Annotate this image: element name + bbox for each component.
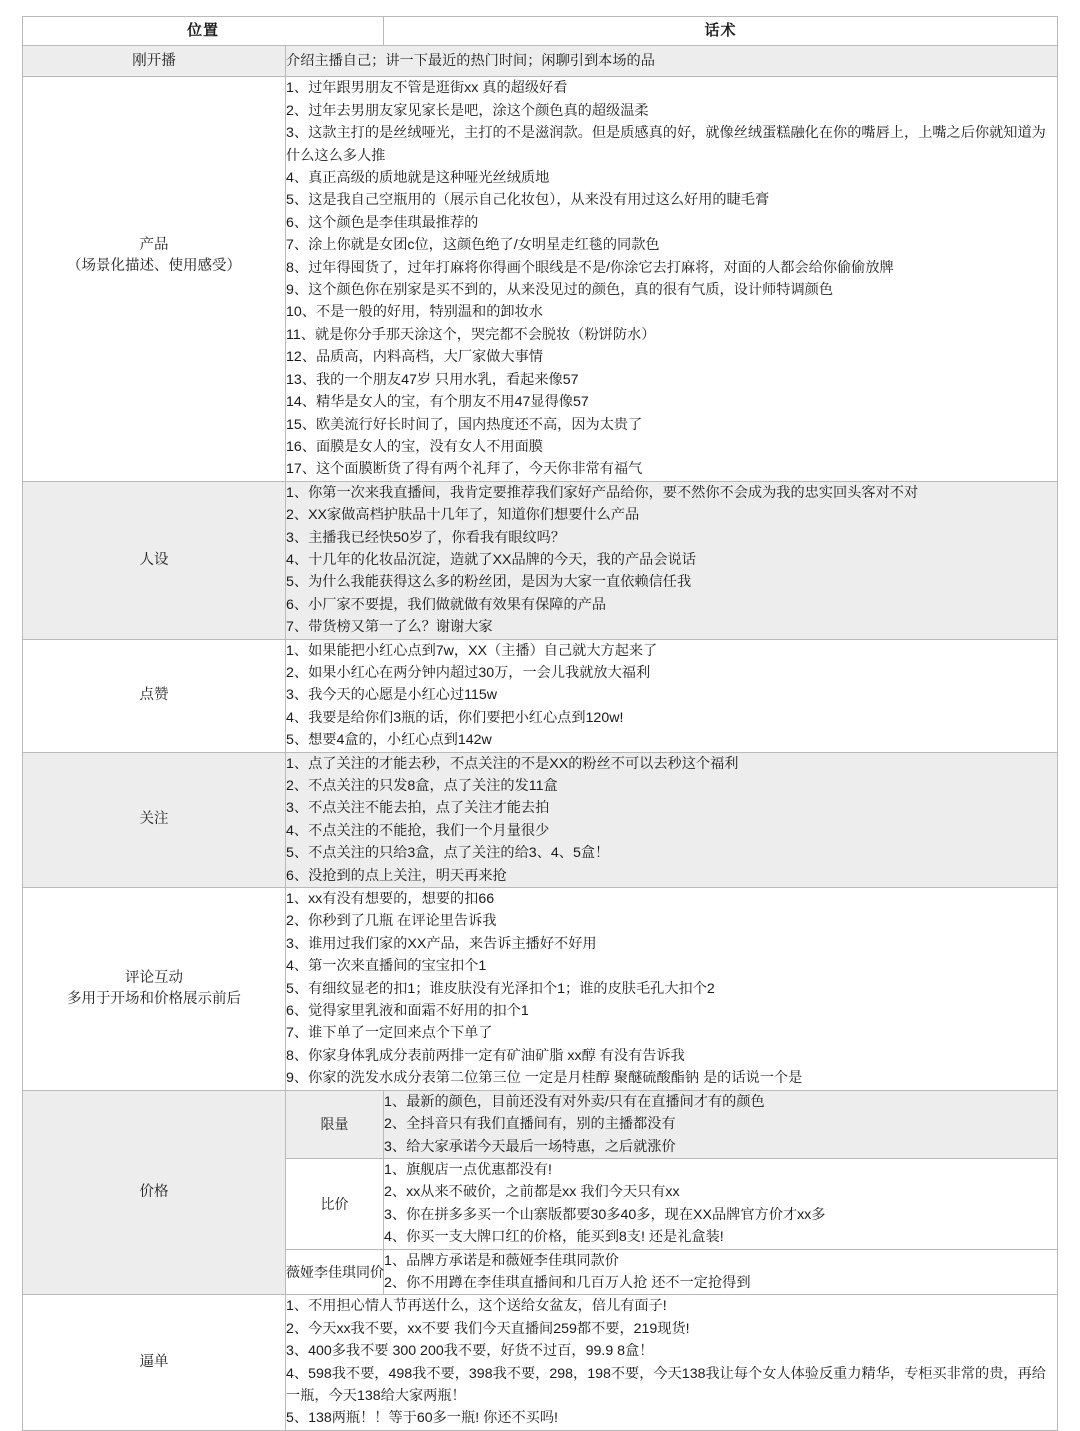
script-line: 3、我今天的心愿是小红心过115w (286, 687, 498, 704)
script-line: 10、不是一般的好用，特别温和的卸妆水 (286, 304, 543, 321)
script-line: 1、xx有没有想要的，想要的扣66 (286, 891, 495, 908)
script-cell (286, 1295, 1058, 1430)
script-line: 4、真正高级的质地就是这种哑光丝绒质地 (286, 170, 550, 187)
script-cell (384, 1090, 1058, 1158)
script-line: 6、没抢到的点上关注，明天再来抢 (286, 867, 507, 884)
script-line: 17、这个面膜断货了得有两个礼拜了，今天你非常有福气 (286, 461, 643, 478)
script-line: 3、谁用过我们家的XX产品，来告诉主播好不好用 (286, 935, 597, 952)
script-cell (286, 77, 1058, 481)
position-label: 价格 (139, 1184, 169, 1201)
script-line: 1、你第一次来我直播间，我肯定要推荐我们家好产品给你，要不然你不会成为我的忠实回头客对不对 (286, 484, 919, 501)
script-line: 2、你不用蹲在李佳琪直播间和几百万人抢 还不一定抢得到 (384, 1274, 751, 1291)
position-cell (23, 481, 286, 639)
position-label: 关注 (139, 811, 169, 828)
table-row (23, 752, 1058, 887)
script-line: 7、涂上你就是女团c位，这颜色绝了/女明星走红毯的同款色 (286, 237, 660, 254)
script-line: 2、不点关注的只发8盒，点了关注的发11盒 (286, 778, 558, 794)
position-cell (23, 888, 286, 1091)
script-line: 1、不用担心情人节再送什么，这个送给女盆友，倍儿有面子! (286, 1298, 667, 1315)
script-line: 7、谁下单了一定回来点个下单了 (286, 1025, 493, 1042)
script-cell (384, 1158, 1058, 1249)
script-line: 3、主播我已经快50岁了，你看我有眼纹吗？ (286, 529, 566, 546)
script-line: 3、不点关注不能去拍，点了关注才能去拍 (286, 800, 550, 817)
script-line: 9、这个颜色你在别家是买不到的，从来没见过的颜色，真的很有气质，设计师特调颜色 (286, 282, 834, 299)
script-cell (286, 481, 1058, 639)
script-line: 介绍主播自己；讲一下最近的热门时间；闲聊引到本场的品 (286, 53, 655, 69)
table-body (23, 46, 1058, 1431)
script-line: 1、最新的颜色，目前还没有对外卖/只有在直播间才有的颜色 (384, 1093, 765, 1110)
script-line: 11、就是你分手那天涂这个，哭完都不会脱妆（粉饼防水） (286, 326, 656, 343)
table-row (23, 888, 1058, 1091)
position-label: 刚开播 (132, 52, 176, 69)
script-line: 4、十几年的化妆品沉淀，造就了XX品牌的今天，我的产品会说话 (286, 551, 696, 568)
script-line: 12、品质高，内料高档，大厂家做大事情 (286, 349, 543, 366)
script-line: 4、不点关注的不能抢，我们一个月量很少 (286, 822, 550, 839)
position-label: 评论互动 (125, 969, 183, 986)
script-line: 14、精华是女人的宝，有个朋友不用47显得像57 (286, 394, 589, 411)
script-line: 9、你家的洗发水成分表第二位第三位 一定是月桂醇 聚醚硫酸酯钠 是的话说一个是 (286, 1070, 803, 1087)
script-line: 8、你家身体乳成分表前两排一定有矿油矿脂 xx醇 有没有告诉我 (286, 1047, 685, 1064)
position-cell (23, 639, 286, 752)
script-sheet (22, 16, 1057, 1431)
script-line: 6、觉得家里乳液和面霜不好用的扣个1 (286, 1003, 529, 1020)
script-line: 4、我要是给你们3瓶的话，你们要把小红心点到120w! (286, 709, 624, 726)
position-note: 多用于开场和价格展示前后 (67, 990, 241, 1007)
table-row (23, 46, 1058, 77)
script-cell (286, 752, 1058, 887)
script-line: 6、这个颜色是李佳琪最推荐的 (286, 214, 479, 231)
position-label: 逼单 (139, 1354, 169, 1371)
table-row (23, 639, 1058, 752)
position-cell (23, 752, 286, 887)
script-line: 13、我的一个朋友47岁 只用水乳，看起来像57 (286, 371, 579, 388)
position-label: 人设 (139, 551, 169, 568)
script-line: 1、旗舰店一点优惠都没有! (384, 1161, 552, 1178)
position-label: 点赞 (139, 687, 169, 704)
script-line: 4、你买一支大牌口红的价格，能买到8支! 还是礼盒装! (384, 1229, 724, 1246)
script-line: 3、400多我不要 300 200我不要，好货不过百，99.9 8盒！ (286, 1343, 654, 1360)
script-line: 5、为什么我能获得这么多的粉丝团，是因为大家一直依赖信任我 (286, 574, 692, 591)
script-line: 4、598我不要，498我不要，398我不要，298，198不要，今天138我让每个女人体验反重力精华，专柜买非常的贵，再给一瓶，今天138给大家两瓶！ (286, 1365, 1046, 1404)
script-line: 3、你在拼多多买一个山寨版都要30多40多，现在XX品牌官方价才xx多 (384, 1206, 826, 1223)
subcategory-cell: 限量 (286, 1090, 384, 1158)
script-line: 2、如果小红心在两分钟内超过30万，一会儿我就放大福利 (286, 664, 651, 681)
header-position: 位置 (23, 17, 384, 46)
script-line: 15、欧美流行好长时间了，国内热度还不高，因为太贵了 (286, 416, 643, 433)
script-line: 2、你秒到了几瓶 在评论里告诉我 (286, 913, 497, 930)
script-line: 7、带货榜又第一了么？谢谢大家 (286, 619, 493, 636)
script-line: 1、品牌方承诺是和薇娅李佳琪同款价 (384, 1252, 619, 1269)
table-row (23, 1295, 1058, 1430)
script-line: 3、给大家承诺今天最后一场特惠，之后就涨价 (384, 1138, 676, 1155)
header-script: 话术 (384, 17, 1058, 46)
position-note: （场景化描述、使用感受） (67, 258, 241, 275)
script-line: 16、面膜是女人的宝，没有女人不用面膜 (286, 438, 543, 455)
script-cell (286, 639, 1058, 752)
script-line: 5、这是我自己空瓶用的（展示自己化妆包），从来没有用过这么好用的睫毛膏 (286, 192, 770, 209)
script-line: 5、不点关注的只给3盒，点了关注的给3、4、5盒！ (286, 845, 610, 862)
script-line: 2、XX家做高档护肤品十几年了，知道你们想要什么产品 (286, 507, 640, 524)
script-line: 1、过年跟男朋友不管是逛街xx 真的超级好看 (286, 80, 568, 97)
table-row (23, 1090, 1058, 1158)
script-line: 2、今天xx我不要，xx不要 我们今天直播间259都不要，219现货! (286, 1320, 690, 1337)
live-stream-script-table (22, 16, 1058, 1431)
subcategory-cell: 薇娅李佳琪同价 (286, 1249, 384, 1295)
script-line: 3、这款主打的是丝绒哑光，主打的不是滋润款。但是质感真的好，就像丝绒蛋糕融化在你的嘴唇上，上嘴之后你就知道为什么这么多人推 (286, 125, 1046, 164)
script-cell (286, 888, 1058, 1091)
position-label: 产品 (139, 237, 169, 254)
subcategory-cell: 比价 (286, 1158, 384, 1249)
script-line: 5、想要4盒的，小红心点到142w (286, 732, 492, 749)
script-line: 5、138两瓶！！等于60多一瓶! 你还不买吗! (286, 1410, 558, 1427)
script-line: 1、点了关注的才能去秒，不点关注的不是XX的粉丝不可以去秒这个福利 (286, 755, 739, 772)
position-cell (23, 1295, 286, 1430)
position-cell (23, 1090, 286, 1295)
table-header (23, 17, 1058, 46)
script-line: 5、有细纹显老的扣1；谁皮肤没有光泽扣个1；谁的皮肤毛孔大扣个2 (286, 980, 715, 997)
script-line: 2、过年去男朋友家见家长是吧，涂这个颜色真的超级温柔 (286, 102, 649, 119)
position-cell (23, 77, 286, 481)
script-cell (384, 1249, 1058, 1295)
table-row (23, 481, 1058, 639)
script-line: 2、全抖音只有我们直播间有，别的主播都没有 (384, 1116, 676, 1133)
script-line: 1、如果能把小红心点到7w，XX（主播）自己就大方起来了 (286, 642, 658, 659)
script-line: 6、小厂家不要提，我们做就做有效果有保障的产品 (286, 596, 607, 613)
header-row (23, 17, 1058, 46)
script-line: 4、第一次来直播间的宝宝扣个1 (286, 958, 487, 975)
table-row (23, 77, 1058, 481)
script-line: 2、xx从来不破价，之前都是xx 我们今天只有xx (384, 1184, 680, 1201)
script-line: 8、过年得囤货了，过年打麻将你得画个眼线是不是/你涂它去打麻将，对面的人都会给你偷偷放牌 (286, 259, 894, 276)
script-cell (286, 46, 1058, 77)
position-cell (23, 46, 286, 77)
